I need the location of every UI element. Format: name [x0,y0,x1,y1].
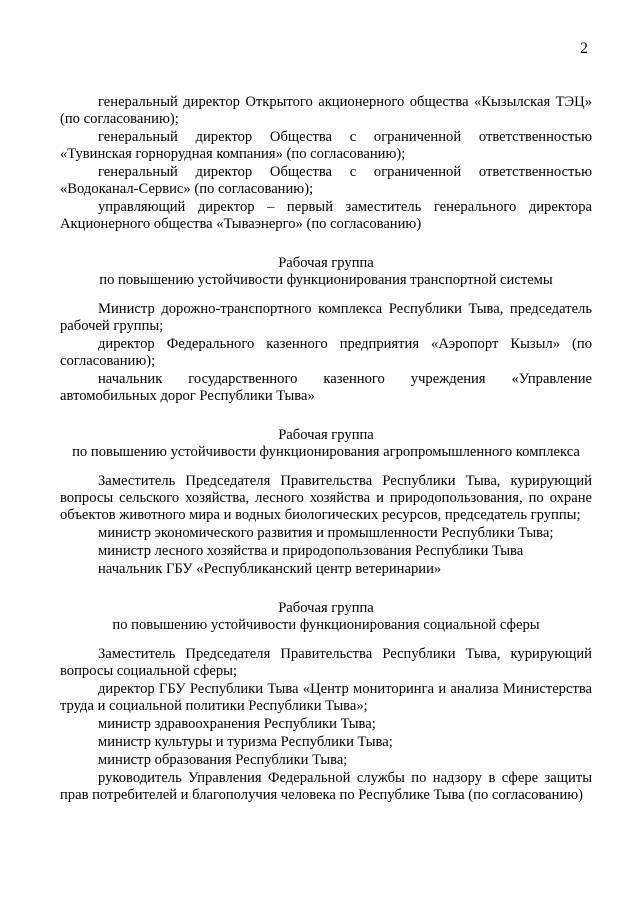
page-number: 2 [580,40,588,57]
list-item: управляющий директор – первый заместитель генерального директора Акционерного общества «Тываэнерго» (по согласованию) [60,199,592,232]
list-item: Заместитель Председателя Правительства Республики Тыва, курирующий вопросы сельского хозяйства, лесного хозяйства и природопользования, по охране объектов животного мира и водных биологических ресурсов, председатель группы; [60,473,592,523]
document-body [60,94,592,805]
section-subtitle: по повышению устойчивости функционирования транспортной системы [99,272,553,288]
list-item: директор ГБУ Республики Тыва «Центр мониторинга и анализа Министерства труда и социальной политики Республики Тыва»; [60,681,592,714]
section-list [60,473,592,578]
section-title: Рабочая группа [278,600,374,616]
list-item: министр здравоохранения Республики Тыва; [98,716,376,732]
section-list [60,646,592,804]
section-title: Рабочая группа [278,427,374,443]
section-subtitle: по повышению устойчивости функционирования агропромышленного комплекса [72,444,580,460]
list-item: Заместитель Председателя Правительства Республики Тыва, курирующий вопросы социальной сферы; [60,646,592,679]
list-item: руководитель Управления Федеральной службы по надзору в сфере защиты прав потребителей и благополучия человека по Республике Тыва (по согласованию) [60,770,592,803]
section-list [60,301,592,405]
list-item: министр образования Республики Тыва; [98,752,348,768]
list-item: министр лесного хозяйства и природопользования Республики Тыва [98,543,524,559]
list-item: генеральный директор Открытого акционерного общества «Кызылская ТЭЦ» (по согласованию); [60,94,592,127]
list-item: директор Федерального казенного предприятия «Аэропорт Кызыл» (по согласованию); [60,336,592,369]
list-item: генеральный директор Общества с ограниченной ответственностью «Водоканал-Сервис» (по согласованию); [60,164,592,197]
list-item: начальник государственного казенного учреждения «Управление автомобильных дорог Республики Тыва» [60,371,592,404]
list-item: генеральный директор Общества с ограниченной ответственностью «Тувинская горнорудная компания» (по согласованию); [60,129,592,162]
list-item: Министр дорожно-транспортного комплекса Республики Тыва, председатель рабочей группы; [60,301,592,334]
intro-list [60,94,592,233]
list-item: начальник ГБУ «Республиканский центр ветеринарии» [98,561,442,577]
section-title: Рабочая группа [278,255,374,271]
list-item: министр экономического развития и промышленности Республики Тыва; [98,525,554,541]
section-subtitle: по повышению устойчивости функционирования социальной сферы [112,617,540,633]
list-item: министр культуры и туризма Республики Тыва; [98,734,393,750]
